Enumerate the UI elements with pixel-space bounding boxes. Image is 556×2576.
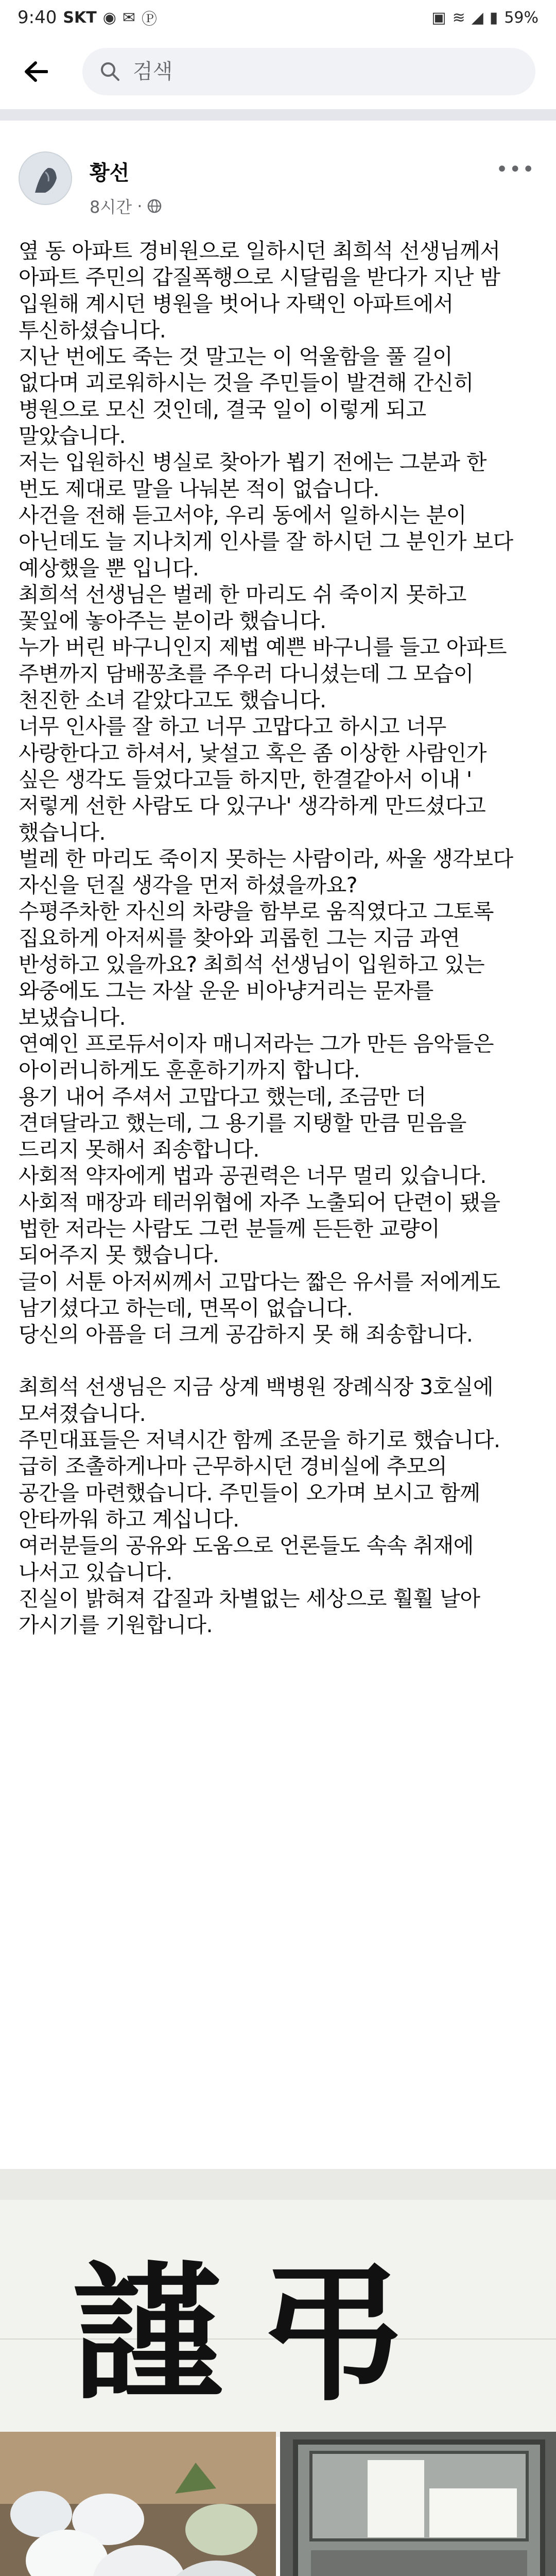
post-photo-calligraphy[interactable] — [0, 2164, 556, 2437]
post-paragraph: 벌레 한 마리도 죽이지 못하는 사람이라, 싸울 생각보다 자신을 던질 생각을 먼저 하셨을까요? — [19, 846, 513, 898]
post-body — [19, 238, 538, 1638]
post-paragraph: 글이 서툰 아저씨께서 고맙다는 짧은 유서를 저에게도 남기셨다고 하는데, 면목이 없습니다. — [19, 1269, 500, 1320]
post-paragraph: 당신의 아픔을 더 크게 공감하지 못 해 죄송합니다. — [19, 1322, 473, 1347]
post-paragraph: 용기 내어 주셔서 고맙다고 했는데, 조금만 더 견뎌달라고 했는데, 그 용기를 지탱할 만큼 믿음을 드리지 못해서 죄송합니다. — [19, 1084, 466, 1162]
pinterest-icon: Ⓟ — [142, 10, 158, 28]
post-paragraph: 옆 동 아파트 경비원으로 일하시던 최희석 선생님께서 아파트 주민의 갑질폭행으로 시달림을 받다가 지난 밤 입원해 계시던 병원을 벗어나 자택인 아파트에서 투신하셨습니다. — [19, 239, 500, 343]
post-paragraph: 최희석 선생님은 지금 상계 백병원 장례식장 3호실에 모셔졌습니다. — [19, 1375, 494, 1426]
post-paragraph: 누가 버린 바구니인지 제법 예쁜 바구니를 들고 아파트 주변까지 담배꽁초를 주우러 다니셨는데 그 모습이 천진한 소녀 같았다고도 했습니다. — [19, 635, 507, 713]
post-paragraph: 진실이 밝혀져 갑질과 차별없는 세상으로 훨훨 날아 가시기를 기원합니다. — [19, 1586, 480, 1638]
back-button[interactable] — [15, 51, 57, 92]
more-options-button[interactable]: ••• — [496, 158, 535, 181]
guard-office-image — [280, 2432, 556, 2576]
meta-separator: · — [137, 196, 143, 216]
message-icon: ✉ — [122, 8, 136, 27]
status-left — [18, 6, 157, 29]
top-app-bar — [0, 35, 556, 108]
paragraph-gap — [19, 1348, 538, 1374]
flowers-image — [0, 2432, 276, 2576]
battery-icon: ▮ — [489, 8, 498, 27]
post-paragraph: 너무 인사를 잘 하고 너무 고맙다고 하시고 너무 사랑한다고 하셔서, 낯설고 혹은 좀 이상한 사람인가 싶은 생각도 들었다고들 하지만, 한결같아서 이내 ' 저렇게 선한 사람도 다 있구나' 생각하게 만드셨다고 했습니다. — [19, 714, 486, 845]
globe-icon — [147, 199, 162, 213]
author-block — [90, 157, 162, 239]
calligraphy-text: 謹弔 — [72, 2246, 443, 2421]
author-avatar[interactable] — [19, 151, 72, 205]
post-photo-guard-office[interactable] — [280, 2432, 556, 2576]
status-bar — [0, 0, 556, 35]
post-header — [0, 121, 556, 239]
post-time[interactable]: 8시간 — [90, 197, 132, 217]
post-paragraph: 저는 입원하신 병실로 찾아가 뵙기 전에는 그분과 한 번도 제대로 말을 나눠본 적이 없습니다. — [19, 450, 486, 501]
post-meta — [90, 194, 162, 218]
chat-icon: ◉ — [102, 8, 116, 27]
post-paragraph: 사회적 약자에게 법과 공권력은 너무 멀리 있습니다. — [19, 1163, 486, 1189]
post-paragraph: 사건을 전해 듣고서야, 우리 동에서 일하시는 분이 아닌데도 늘 지나치게 인사를 잘 하시던 그 분인가 보다 예상했을 뿐 입니다. — [19, 502, 513, 581]
section-divider — [0, 109, 556, 121]
vibrate-icon: ▣ — [431, 8, 446, 27]
post-photo-flowers[interactable] — [0, 2432, 276, 2576]
post-paragraph: 수평주차한 자신의 차량을 함부로 움직였다고 그토록 집요하게 아저씨를 찾아와 괴롭힌 그는 지금 과연 반성하고 있을까요? 최희석 선생님이 입원하고 있는 와중에도 그는 자살 운운 비아냥거리는 문자를 보냈습니다. — [19, 899, 494, 1030]
post-paragraph: 사회적 매장과 테러위협에 자주 노출되어 단련이 됐을 법한 저라는 사람도 그런 분들께 든든한 교량이 되어주지 못 했습니다. — [19, 1190, 500, 1268]
status-time: 9:40 — [18, 7, 57, 28]
post-paragraph: 연예인 프로듀서이자 매니저라는 그가 만든 음악들은 아이러니하게도 훈훈하기까지 합니다. — [19, 1031, 494, 1083]
signal-icon: ◢ — [471, 8, 483, 27]
search-input[interactable] — [132, 59, 494, 84]
search-bar[interactable] — [82, 48, 535, 95]
post-paragraph: 급히 조촐하게나마 근무하시던 경비실에 추모의 공간을 마련했습니다. 주민들이 오가며 보시고 함께 안타까워 하고 계십니다. — [19, 1454, 480, 1532]
battery-level: 59% — [504, 8, 538, 27]
wifi-icon: ≋ — [452, 8, 465, 27]
author-name[interactable]: 황선 — [90, 161, 130, 185]
post-paragraph: 여러분들의 공유와 도움으로 언론들도 속속 취재에 나서고 있습니다. — [19, 1533, 474, 1585]
back-arrow-icon — [24, 61, 48, 82]
search-icon — [100, 61, 120, 82]
post-paragraph: 주민대표들은 저녁시간 함께 조문을 하기로 했습니다. — [19, 1428, 500, 1453]
avatar-image — [20, 152, 71, 204]
post-paragraph: 최희석 선생님은 벌레 한 마리도 쉬 죽이지 못하고 꽃잎에 놓아주는 분이라 했습니다. — [19, 582, 466, 634]
post-paragraph: 지난 번에도 죽는 것 말고는 이 억울함을 풀 길이 없다며 괴로워하시는 것을 주민들이 발견해 간신히 병원으로 모신 것인데, 결국 일이 이렇게 되고 말았습니다. — [19, 344, 474, 449]
status-right — [431, 9, 538, 27]
status-carrier: SKT — [63, 8, 97, 27]
